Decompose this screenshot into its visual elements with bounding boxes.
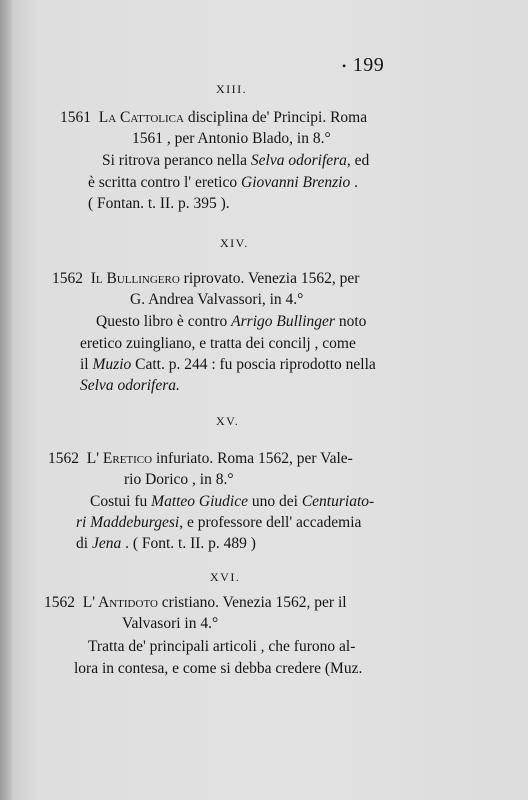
entry-15-heading	[48, 449, 353, 469]
page-number-value: 199	[352, 54, 385, 76]
entry-16-year: 1562	[44, 594, 75, 611]
entry-15-line3-italic2: Centuriato-	[301, 493, 375, 510]
entry-14-line5-b: Catt. p. 244 : fu poscia riprodotto nella	[135, 356, 376, 373]
entry-13-line4-b: .	[354, 174, 358, 191]
entry-15-heading-rest: infuriato. Roma 1562, per Vale-	[155, 450, 353, 467]
entry-14-line2: G. Andrea Valvassori, in 4.°	[130, 291, 304, 308]
entry-14-year: 1562	[52, 270, 83, 287]
entry-13-line4-italic: Giovanni Brenzio	[241, 174, 351, 191]
entry-13-line5: ( Fontan. t. II. p. 395 ).	[88, 195, 230, 212]
entry-13-line3	[102, 151, 369, 171]
entry-15-line3	[90, 492, 374, 512]
entry-14-heading	[52, 269, 359, 289]
entry-14-line3-b: noto	[338, 313, 367, 330]
entry-15-line5-b: . ( Font. t. II. p. 489 )	[125, 535, 256, 552]
page-number	[342, 54, 384, 77]
entry-14-heading-rest: riprovato. Venezia 1562, per	[183, 270, 360, 287]
entry-13-heading	[60, 108, 367, 128]
entry-16-title: L' Antidoto	[82, 594, 158, 611]
entry-14-line3	[96, 312, 366, 332]
entry-numeral-15: XV.	[216, 414, 240, 428]
entry-13-line3-b: , ed	[346, 152, 370, 169]
entry-13-line2: 1561 , per Antonio Blado, in 8.°	[132, 130, 331, 147]
page-number-dot: •	[342, 58, 347, 73]
entry-14-line3-a: Questo libro è contro	[96, 313, 228, 330]
entry-16-line3: Tratta de' principali articoli , che furono al-	[88, 638, 356, 655]
entry-15-line5-italic: Jena	[91, 535, 122, 552]
entry-15-line4-italic: ri Maddeburgesi	[76, 514, 180, 531]
entry-14-line3-italic: Arrigo Bullinger	[231, 313, 335, 330]
entry-numeral-14: XIV.	[220, 236, 249, 250]
entry-15-line2: rio Dorico , in 8.°	[124, 471, 234, 488]
entry-14-line5-a: il	[80, 356, 89, 373]
entry-15-line5-a: di	[76, 535, 89, 552]
entry-numeral-16: XVI.	[210, 570, 241, 584]
entry-15-line3-italic: Matteo Giudice	[151, 493, 249, 510]
entry-14-title: Il Bullingero	[90, 270, 180, 287]
entry-15-line3-b: uno dei	[251, 493, 298, 510]
entry-13-line3-a: Si ritrova peranco nella	[102, 152, 248, 169]
entry-16-line4: lora in contesa, e come si debba credere (Muz.	[74, 660, 363, 677]
entry-numeral-13: XIII.	[216, 82, 248, 96]
entry-16-heading-rest: cristiano. Venezia 1562, per il	[161, 594, 347, 611]
entry-13-year: 1561	[60, 109, 91, 126]
entry-13-line3-italic: Selva odorifera	[250, 152, 347, 169]
page-spine-shadow	[0, 0, 12, 800]
entry-14-line4: eretico zuingliano, e tratta dei concilj , come	[80, 335, 356, 352]
entry-16-line2: Valvasori in 4.°	[122, 615, 219, 632]
entry-15-line4-b: , e professore dell' accademia	[179, 514, 362, 531]
entry-13-line4	[88, 173, 358, 193]
entry-14-line5	[80, 355, 376, 375]
entry-13-heading-rest: disciplina de' Principi. Roma	[187, 109, 368, 126]
entry-16-heading	[44, 593, 347, 613]
entry-15-year: 1562	[48, 450, 79, 467]
entry-14-line5-italic: Muzio	[92, 356, 132, 373]
entry-13-line4-a: è scritta contro l' eretico	[88, 174, 238, 191]
entry-15-title: L' Eretico	[86, 450, 153, 467]
entry-15-line4	[76, 513, 361, 533]
entry-14-line6: Selva odorifera.	[80, 377, 180, 394]
entry-15-line5	[76, 534, 256, 554]
entry-15-line3-a: Costui fu	[90, 493, 148, 510]
entry-13-title: La Cattolica	[98, 109, 184, 126]
